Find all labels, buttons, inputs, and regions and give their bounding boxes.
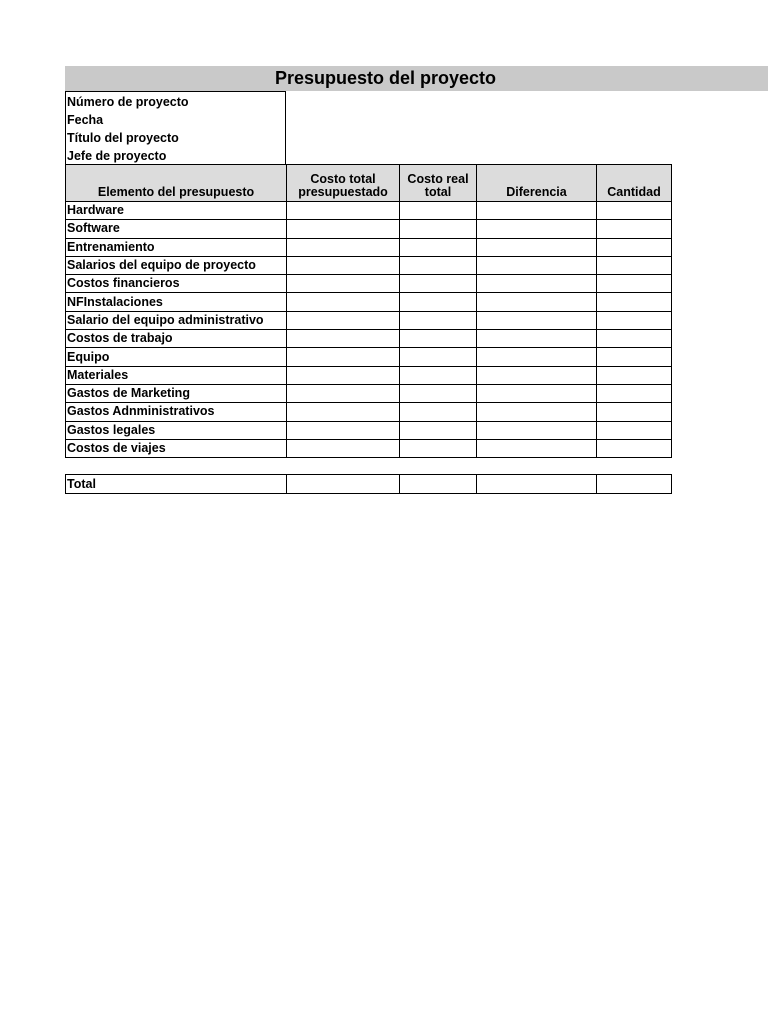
row-label: Equipo bbox=[66, 348, 287, 366]
header-quantity: Cantidad bbox=[597, 165, 672, 202]
date-label: Fecha bbox=[67, 113, 104, 127]
cell-difference[interactable] bbox=[477, 311, 597, 329]
cell-difference[interactable] bbox=[477, 293, 597, 311]
table-row bbox=[66, 330, 672, 348]
cell-quantity[interactable] bbox=[597, 384, 672, 402]
budget-table bbox=[65, 164, 672, 458]
cell-actual[interactable] bbox=[400, 220, 477, 238]
cell-difference[interactable] bbox=[477, 202, 597, 220]
cell-actual[interactable] bbox=[400, 421, 477, 439]
row-label: Costos financieros bbox=[66, 275, 287, 293]
cell-difference[interactable] bbox=[477, 403, 597, 421]
cell-quantity[interactable] bbox=[597, 421, 672, 439]
table-row bbox=[66, 256, 672, 274]
row-label: Software bbox=[66, 220, 287, 238]
cell-actual[interactable] bbox=[400, 348, 477, 366]
header-budgeted-total: Costo total presupuestado bbox=[287, 165, 400, 202]
table-row bbox=[66, 275, 672, 293]
cell-difference[interactable] bbox=[477, 366, 597, 384]
cell-budgeted[interactable] bbox=[287, 366, 400, 384]
cell-actual[interactable] bbox=[400, 238, 477, 256]
cell-quantity[interactable] bbox=[597, 311, 672, 329]
cell-budgeted[interactable] bbox=[287, 238, 400, 256]
cell-difference[interactable] bbox=[477, 238, 597, 256]
cell-actual[interactable] bbox=[400, 311, 477, 329]
cell-difference[interactable] bbox=[477, 421, 597, 439]
row-label: Gastos Adnministrativos bbox=[66, 403, 287, 421]
total-quantity-cell[interactable] bbox=[597, 475, 672, 494]
table-row bbox=[66, 403, 672, 421]
cell-budgeted[interactable] bbox=[287, 330, 400, 348]
cell-budgeted[interactable] bbox=[287, 275, 400, 293]
header-difference: Diferencia bbox=[477, 165, 597, 202]
cell-quantity[interactable] bbox=[597, 202, 672, 220]
cell-quantity[interactable] bbox=[597, 275, 672, 293]
cell-budgeted[interactable] bbox=[287, 311, 400, 329]
row-label: NFInstalaciones bbox=[66, 293, 287, 311]
project-number-label: Número de proyecto bbox=[67, 95, 189, 109]
table-row bbox=[66, 384, 672, 402]
project-info-box bbox=[65, 91, 286, 165]
cell-quantity[interactable] bbox=[597, 366, 672, 384]
total-label: Total bbox=[66, 475, 287, 494]
table-row bbox=[66, 311, 672, 329]
table-row bbox=[66, 439, 672, 457]
row-label: Gastos de Marketing bbox=[66, 384, 287, 402]
cell-quantity[interactable] bbox=[597, 238, 672, 256]
cell-budgeted[interactable] bbox=[287, 256, 400, 274]
cell-budgeted[interactable] bbox=[287, 220, 400, 238]
cell-difference[interactable] bbox=[477, 384, 597, 402]
cell-budgeted[interactable] bbox=[287, 403, 400, 421]
cell-actual[interactable] bbox=[400, 275, 477, 293]
table-row bbox=[66, 366, 672, 384]
cell-actual[interactable] bbox=[400, 439, 477, 457]
cell-difference[interactable] bbox=[477, 330, 597, 348]
cell-difference[interactable] bbox=[477, 256, 597, 274]
cell-quantity[interactable] bbox=[597, 403, 672, 421]
cell-budgeted[interactable] bbox=[287, 421, 400, 439]
header-budget-item: Elemento del presupuesto bbox=[66, 165, 287, 202]
row-label: Hardware bbox=[66, 202, 287, 220]
table-row bbox=[66, 348, 672, 366]
cell-budgeted[interactable] bbox=[287, 293, 400, 311]
cell-quantity[interactable] bbox=[597, 330, 672, 348]
row-label: Materiales bbox=[66, 366, 287, 384]
cell-quantity[interactable] bbox=[597, 439, 672, 457]
cell-actual[interactable] bbox=[400, 256, 477, 274]
cell-actual[interactable] bbox=[400, 384, 477, 402]
table-row bbox=[66, 202, 672, 220]
table-row bbox=[66, 293, 672, 311]
cell-difference[interactable] bbox=[477, 348, 597, 366]
row-label: Costos de viajes bbox=[66, 439, 287, 457]
table-row bbox=[66, 238, 672, 256]
table-header-row bbox=[66, 165, 672, 202]
cell-budgeted[interactable] bbox=[287, 439, 400, 457]
row-label: Entrenamiento bbox=[66, 238, 287, 256]
project-title-label: Título del proyecto bbox=[67, 131, 179, 145]
project-manager-label: Jefe de proyecto bbox=[67, 149, 167, 163]
header-actual-total: Costo real total bbox=[400, 165, 477, 202]
table-row bbox=[66, 220, 672, 238]
cell-quantity[interactable] bbox=[597, 293, 672, 311]
row-label: Costos de trabajo bbox=[66, 330, 287, 348]
cell-difference[interactable] bbox=[477, 220, 597, 238]
cell-difference[interactable] bbox=[477, 275, 597, 293]
row-label: Salario del equipo administrativo bbox=[66, 311, 287, 329]
cell-quantity[interactable] bbox=[597, 220, 672, 238]
cell-quantity[interactable] bbox=[597, 348, 672, 366]
title-bar bbox=[65, 66, 768, 91]
cell-actual[interactable] bbox=[400, 330, 477, 348]
cell-budgeted[interactable] bbox=[287, 348, 400, 366]
cell-actual[interactable] bbox=[400, 293, 477, 311]
cell-actual[interactable] bbox=[400, 403, 477, 421]
page-title: Presupuesto del proyecto bbox=[274, 68, 497, 88]
cell-actual[interactable] bbox=[400, 202, 477, 220]
total-actual-cell[interactable] bbox=[400, 475, 477, 494]
cell-difference[interactable] bbox=[477, 439, 597, 457]
cell-actual[interactable] bbox=[400, 366, 477, 384]
table-row bbox=[66, 421, 672, 439]
total-row bbox=[66, 475, 672, 494]
cell-quantity[interactable] bbox=[597, 256, 672, 274]
row-label: Salarios del equipo de proyecto bbox=[66, 256, 287, 274]
row-label: Gastos legales bbox=[66, 421, 287, 439]
total-table bbox=[65, 474, 672, 494]
cell-budgeted[interactable] bbox=[287, 202, 400, 220]
cell-budgeted[interactable] bbox=[287, 384, 400, 402]
total-budgeted-cell[interactable] bbox=[287, 475, 400, 494]
total-difference-cell[interactable] bbox=[477, 475, 597, 494]
